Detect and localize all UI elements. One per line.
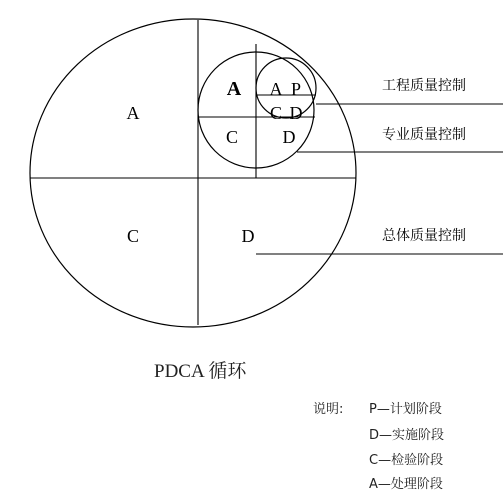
small-quadrant-c: C <box>269 103 283 123</box>
big-quadrant-d: D <box>241 226 255 246</box>
label-professional-quality: 专业质量控制 <box>382 128 466 143</box>
legend-item-do: D—实施阶段 <box>369 428 445 443</box>
small-quadrant-p: P <box>290 79 302 99</box>
legend-item-plan: P—计划阶段 <box>369 402 442 417</box>
label-engineering-quality: 工程质量控制 <box>382 79 466 94</box>
legend-item-act: A—处理阶段 <box>369 477 443 492</box>
label-total-quality: 总体质量控制 <box>382 229 466 244</box>
mid-quadrant-d: D <box>282 127 296 147</box>
small-quadrant-a: A <box>269 79 283 99</box>
big-circle <box>30 19 356 327</box>
legend-item-check: C—检验阶段 <box>369 453 444 468</box>
small-circle <box>256 58 316 118</box>
legend-title: 说明: <box>313 402 344 417</box>
small-quadrant-d: D <box>289 103 303 123</box>
diagram-caption: PDCA 循环 <box>154 361 247 382</box>
mid-quadrant-a: A <box>226 78 242 100</box>
big-quadrant-c: C <box>126 226 140 246</box>
big-quadrant-a: A <box>126 103 140 123</box>
mid-quadrant-c: C <box>225 127 239 147</box>
